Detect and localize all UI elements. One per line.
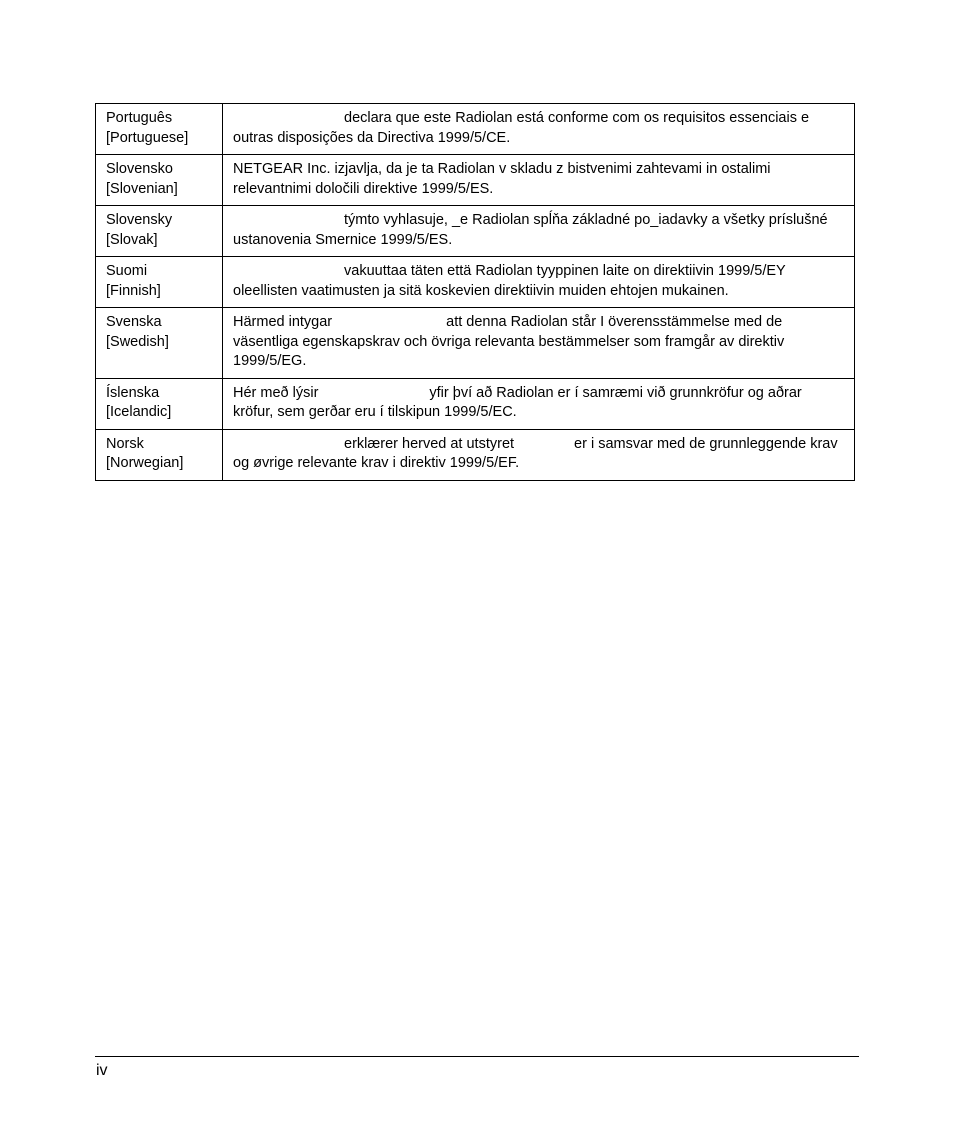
language-cell (96, 104, 223, 155)
declaration-text-part: yfir því að Radiolan er í samræmi við grunnkröfur og aðrar kröfur, sem gerðar eru í tilskipun 1999/5/EC. (233, 384, 802, 420)
page-number: iv (96, 1062, 108, 1079)
declaration-text-part: týmto vyhlasuje, _e Radiolan spĺňa základné po_iadavky a všetky príslušné ustanovenia Smernice 1999/5/ES. (233, 212, 828, 248)
declaration-cell (223, 378, 855, 429)
language-name-english: [Portuguese] (106, 129, 189, 146)
table-row (96, 206, 855, 257)
language-cell (96, 308, 223, 379)
table-row (96, 308, 855, 379)
language-cell (96, 206, 223, 257)
declaration-cell (223, 104, 855, 155)
table-row (96, 257, 855, 308)
declaration-cell (223, 206, 855, 257)
language-name: Slovensky (106, 212, 173, 228)
language-cell (96, 378, 223, 429)
declaration-text-part: er i samsvar med de grunnleggende krav og øvrige relevante krav i direktiv 1999/5/EF. (233, 435, 838, 471)
declaration-text-part: Härmed intygar (233, 314, 333, 330)
language-name-english: [Finnish] (106, 282, 161, 299)
language-name-english: [Swedish] (106, 333, 169, 350)
table-row (96, 378, 855, 429)
language-cell (96, 257, 223, 308)
table-row (96, 104, 855, 155)
language-name: Íslenska (106, 384, 160, 401)
declaration-text-part: Hér með lýsir (233, 384, 319, 401)
language-name: Norsk (106, 435, 144, 452)
language-name-english: [Slovenian] (106, 180, 178, 197)
declaration-cell (223, 429, 855, 480)
language-name: Português (106, 110, 173, 126)
language-name-english: [Icelandic] (106, 404, 172, 420)
table-row (96, 155, 855, 206)
declaration-text-part: vakuuttaa täten että Radiolan tyyppinen laite on direktiivin 1999/5/EY oleellisten vaatimusten ja sitä koskevien direktiivin muiden ehtojen mukainen. (233, 263, 786, 299)
declaration-cell (223, 155, 855, 206)
language-cell (96, 155, 223, 206)
language-cell (96, 429, 223, 480)
declaration-text-part: erklærer herved at utstyret (344, 435, 515, 452)
table-row (96, 429, 855, 480)
footer-divider (95, 1056, 859, 1057)
language-name: Slovensko (106, 161, 173, 177)
declaration-cell (223, 257, 855, 308)
language-name-english: [Norwegian] (106, 455, 184, 471)
declaration-text-part: att denna Radiolan står I överensstämmelse med de väsentliga egenskapskrav och övriga relevanta bestämmelser som framgår av direktiv 1999/5/EG. (233, 314, 785, 369)
language-name: Suomi (106, 263, 148, 279)
declaration-table (95, 103, 855, 481)
declaration-text (233, 110, 809, 146)
language-name-english: [Slovak] (106, 231, 158, 248)
declaration-text-part: declara que este Radiolan está conforme com os requisitos essenciais e outras disposições da Directiva 1999/5/CE. (233, 110, 810, 146)
declaration-cell (223, 308, 855, 379)
declaration-text-part: NETGEAR Inc. izjavlja, da je ta Radiolan v skladu z bistvenimi zahtevami in ostalimi relevantnimi določili direktive 1999/5/ES. (233, 161, 771, 197)
language-name: Svenska (106, 314, 162, 330)
